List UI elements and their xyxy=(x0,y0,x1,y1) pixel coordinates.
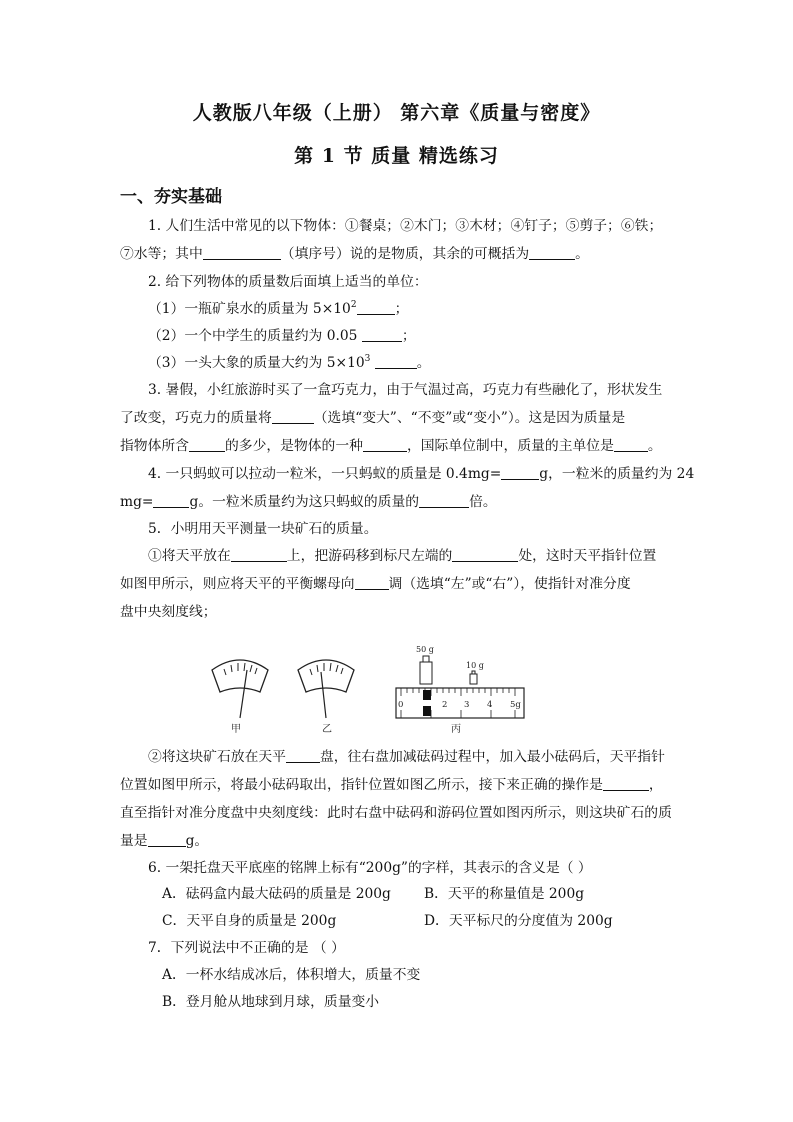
answer-blank[interactable] xyxy=(529,245,575,260)
q3-line2: 了改变，巧克力的质量将 （选填“变大”、“不变”或“变小”）。这是因为质量是 xyxy=(120,410,626,426)
q1-line2: ⑦水等；其中 （填序号）说的是物质，其余的可概括为 。 xyxy=(120,246,589,262)
answer-blank[interactable] xyxy=(148,832,186,847)
answer-blank[interactable] xyxy=(603,776,649,791)
tick-label: 3 xyxy=(464,700,470,710)
tick-label: 2 xyxy=(442,700,448,710)
q3-line1: 3. 暑假，小红旅游时买了一盒巧克力，由于气温过高，巧克力有些融化了，形状发生 xyxy=(148,382,663,398)
dial-yi xyxy=(298,660,354,718)
weight-50g-label: 50 g xyxy=(416,645,434,654)
q5-stem: 5．小明用天平测量一块矿石的质量。 xyxy=(148,521,378,537)
answer-blank[interactable] xyxy=(363,437,407,452)
q5-step2-line1: ②将这块矿石放在天平 盘，往右盘加减砝码过程中，加入最小砝码后，天平指针 xyxy=(148,749,665,765)
weight-10g-label: 10 g xyxy=(466,661,484,670)
q7-option-a[interactable]: A．一杯水结成冰后，体积增大，质量不变 xyxy=(162,967,421,983)
q7-option-b[interactable]: B．登月舱从地球到月球，质量变小 xyxy=(162,994,380,1010)
q5-step1-line1: ①将天平放在 上，把游码移到标尺左端的 处，这时天平指针位置 xyxy=(148,548,657,564)
answer-blank[interactable] xyxy=(614,437,648,452)
q5-step2-line2: 位置如图甲所示，将最小砝码取出，指针位置如图乙所示，接下来正确的操作是 ， xyxy=(120,777,663,793)
q2-part2: （2）一个中学生的质量约为 0.05 ； xyxy=(148,328,416,344)
dial-jia xyxy=(212,660,268,718)
q6-stem: 6. 一架托盘天平底座的铭牌上标有“200g”的字样，其表示的含义是（ ） xyxy=(148,860,592,876)
slider-rider-top xyxy=(423,690,431,700)
answer-blank[interactable] xyxy=(286,748,320,763)
q5-step1-line3: 盘中央刻度线； xyxy=(120,604,217,620)
answer-blank[interactable] xyxy=(231,547,287,562)
q5-step1-line2: 如图甲所示，则应将天平的平衡螺母向 调（选填“左”或“右”），使指针对准分度 xyxy=(120,576,631,592)
q4-line1: 4. 一只蚂蚁可以拉动一粒米，一只蚂蚁的质量是 0.4mg= g，一粒米的质量约为 24 xyxy=(148,466,695,482)
q4-line2: mg= g。一粒米质量约为这只蚂蚁的质量的 倍。 xyxy=(120,494,497,510)
q1-line1: 1. 人们生活中常见的以下物体：①餐桌；②木门；③木材；④钉子；⑤剪子；⑥铁； xyxy=(148,218,663,234)
q2-part3: （3）一头大象的质量大约为 $5\times 10^3$ 。 xyxy=(148,354,431,371)
q7-stem: 7．下列说法中不正确的是 （ ） xyxy=(148,940,345,956)
q6-option-d[interactable]: D．天平标尺的分度值为 200g xyxy=(424,913,613,929)
answer-blank[interactable] xyxy=(362,327,402,342)
answer-blank[interactable] xyxy=(189,437,225,452)
q6-option-a[interactable]: A．砝码盒内最大砝码的质量是 200g xyxy=(162,886,391,902)
section-heading: 一、夯实基础 xyxy=(120,187,222,207)
tick-label: 5g xyxy=(510,700,521,710)
q3-line3: 指物体所含 的多少，是物体的一种 ，国际单位制中，质量的主单位是 。 xyxy=(120,438,662,454)
answer-blank[interactable] xyxy=(355,575,389,590)
q6-option-b[interactable]: B．天平的称量值是 200g xyxy=(424,886,585,902)
q6-option-c[interactable]: C．天平自身的质量是 200g xyxy=(162,913,337,929)
weight-10g xyxy=(470,671,477,684)
answer-blank[interactable] xyxy=(357,300,395,315)
q5-step2-line4: 量是 g。 xyxy=(120,833,209,849)
slider-rider-bottom xyxy=(423,706,431,716)
q2-part1: （1）一瓶矿泉水的质量为 $5\times 10^2$ ； xyxy=(148,300,409,317)
label-yi: 乙 xyxy=(322,724,332,735)
tick-label: 4 xyxy=(487,700,493,710)
weight-50g xyxy=(420,656,432,684)
tick-label: 0 xyxy=(398,700,404,710)
document-subtitle: 第 1 节 质量 精选练习 xyxy=(294,145,499,167)
label-jia: 甲 xyxy=(231,724,241,735)
q2-stem: 2. 给下列物体的质量数后面填上适当的单位： xyxy=(148,274,428,290)
answer-blank[interactable] xyxy=(203,245,281,260)
answer-blank[interactable] xyxy=(501,465,539,480)
document-title: 人教版八年级（上册） 第六章《质量与密度》 xyxy=(192,102,601,124)
answer-blank[interactable] xyxy=(419,493,469,508)
q5-step2-line3: 直至指针对准分度盘中央刻度线：此时右盘中砝码和游码位置如图丙所示，则这块矿石的质 xyxy=(120,805,672,821)
label-bing: 丙 xyxy=(451,724,461,735)
answer-blank[interactable] xyxy=(452,547,518,562)
slider-ruler xyxy=(396,688,524,718)
answer-blank[interactable] xyxy=(153,493,189,508)
answer-blank[interactable] xyxy=(272,409,314,424)
answer-blank[interactable] xyxy=(375,354,417,369)
balance-figure xyxy=(200,640,540,740)
